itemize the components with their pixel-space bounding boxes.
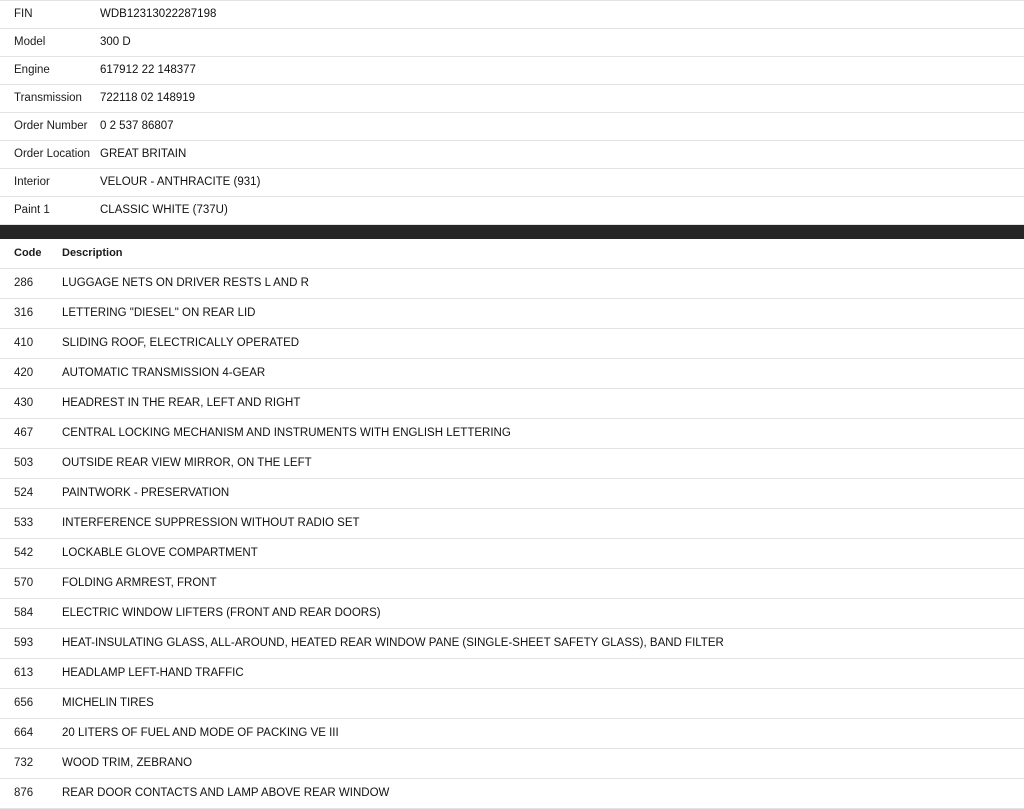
option-code: 467 bbox=[0, 419, 48, 449]
table-row bbox=[0, 359, 1024, 389]
spec-label-transmission: Transmission bbox=[0, 85, 100, 113]
spec-label-model: Model bbox=[0, 29, 100, 57]
table-row bbox=[0, 539, 1024, 569]
vehicle-spec-table bbox=[0, 0, 1024, 225]
table-row bbox=[0, 779, 1024, 809]
option-code: 656 bbox=[0, 689, 48, 719]
option-description: HEADLAMP LEFT-HAND TRAFFIC bbox=[48, 659, 1024, 689]
option-description: ELECTRIC WINDOW LIFTERS (FRONT AND REAR DOORS) bbox=[48, 599, 1024, 629]
spec-value-interior: VELOUR - ANTHRACITE (931) bbox=[100, 169, 1024, 197]
column-header-description: Description bbox=[48, 239, 1024, 269]
spec-label-engine: Engine bbox=[0, 57, 100, 85]
table-row bbox=[0, 113, 1024, 141]
table-header-row bbox=[0, 239, 1024, 269]
vehicle-spec-section bbox=[0, 0, 1024, 225]
spec-label-interior: Interior bbox=[0, 169, 100, 197]
table-row bbox=[0, 419, 1024, 449]
option-description: FOLDING ARMREST, FRONT bbox=[48, 569, 1024, 599]
table-row bbox=[0, 269, 1024, 299]
option-code: 410 bbox=[0, 329, 48, 359]
table-row bbox=[0, 479, 1024, 509]
table-row bbox=[0, 569, 1024, 599]
spec-value-model: 300 D bbox=[100, 29, 1024, 57]
table-row bbox=[0, 57, 1024, 85]
table-row bbox=[0, 689, 1024, 719]
table-row bbox=[0, 169, 1024, 197]
spec-label-order-location: Order Location bbox=[0, 141, 100, 169]
table-row bbox=[0, 29, 1024, 57]
spec-value-order-number: 0 2 537 86807 bbox=[100, 113, 1024, 141]
option-code: 430 bbox=[0, 389, 48, 419]
table-row bbox=[0, 719, 1024, 749]
option-description: HEADREST IN THE REAR, LEFT AND RIGHT bbox=[48, 389, 1024, 419]
vehicle-spec-body bbox=[0, 1, 1024, 225]
table-row bbox=[0, 1, 1024, 29]
option-description: PAINTWORK - PRESERVATION bbox=[48, 479, 1024, 509]
table-row bbox=[0, 389, 1024, 419]
spec-value-transmission: 722118 02 148919 bbox=[100, 85, 1024, 113]
option-description: LOCKABLE GLOVE COMPARTMENT bbox=[48, 539, 1024, 569]
option-code: 593 bbox=[0, 629, 48, 659]
table-row bbox=[0, 749, 1024, 779]
option-description: AUTOMATIC TRANSMISSION 4-GEAR bbox=[48, 359, 1024, 389]
options-table-body bbox=[0, 269, 1024, 809]
table-row bbox=[0, 85, 1024, 113]
table-row bbox=[0, 629, 1024, 659]
spec-value-fin: WDB12313022287198 bbox=[100, 1, 1024, 29]
options-table-header bbox=[0, 239, 1024, 269]
options-section bbox=[0, 239, 1024, 809]
option-code: 584 bbox=[0, 599, 48, 629]
column-header-code: Code bbox=[0, 239, 48, 269]
option-code: 876 bbox=[0, 779, 48, 809]
spec-value-paint-1: CLASSIC WHITE (737U) bbox=[100, 197, 1024, 225]
table-row bbox=[0, 299, 1024, 329]
spec-label-order-number: Order Number bbox=[0, 113, 100, 141]
option-code: 542 bbox=[0, 539, 48, 569]
option-code: 533 bbox=[0, 509, 48, 539]
option-code: 570 bbox=[0, 569, 48, 599]
option-description: SLIDING ROOF, ELECTRICALLY OPERATED bbox=[48, 329, 1024, 359]
option-description: 20 LITERS OF FUEL AND MODE OF PACKING VE III bbox=[48, 719, 1024, 749]
spec-label-fin: FIN bbox=[0, 1, 100, 29]
section-divider-bar bbox=[0, 225, 1024, 239]
options-table bbox=[0, 239, 1024, 809]
spec-label-paint-1: Paint 1 bbox=[0, 197, 100, 225]
table-row bbox=[0, 599, 1024, 629]
table-row bbox=[0, 197, 1024, 225]
table-row bbox=[0, 141, 1024, 169]
table-row bbox=[0, 659, 1024, 689]
option-code: 286 bbox=[0, 269, 48, 299]
option-code: 503 bbox=[0, 449, 48, 479]
option-code: 664 bbox=[0, 719, 48, 749]
option-description: REAR DOOR CONTACTS AND LAMP ABOVE REAR WINDOW bbox=[48, 779, 1024, 809]
option-description: OUTSIDE REAR VIEW MIRROR, ON THE LEFT bbox=[48, 449, 1024, 479]
table-row bbox=[0, 449, 1024, 479]
option-description: MICHELIN TIRES bbox=[48, 689, 1024, 719]
option-code: 524 bbox=[0, 479, 48, 509]
spec-value-engine: 617912 22 148377 bbox=[100, 57, 1024, 85]
option-description: LUGGAGE NETS ON DRIVER RESTS L AND R bbox=[48, 269, 1024, 299]
table-row bbox=[0, 509, 1024, 539]
option-description: HEAT-INSULATING GLASS, ALL-AROUND, HEATED REAR WINDOW PANE (SINGLE-SHEET SAFETY GLASS), BAND FILTER bbox=[48, 629, 1024, 659]
option-code: 420 bbox=[0, 359, 48, 389]
table-row bbox=[0, 329, 1024, 359]
spec-value-order-location: GREAT BRITAIN bbox=[100, 141, 1024, 169]
option-code: 732 bbox=[0, 749, 48, 779]
option-description: WOOD TRIM, ZEBRANO bbox=[48, 749, 1024, 779]
option-description: INTERFERENCE SUPPRESSION WITHOUT RADIO SET bbox=[48, 509, 1024, 539]
option-description: CENTRAL LOCKING MECHANISM AND INSTRUMENTS WITH ENGLISH LETTERING bbox=[48, 419, 1024, 449]
option-description: LETTERING "DIESEL" ON REAR LID bbox=[48, 299, 1024, 329]
option-code: 613 bbox=[0, 659, 48, 689]
option-code: 316 bbox=[0, 299, 48, 329]
